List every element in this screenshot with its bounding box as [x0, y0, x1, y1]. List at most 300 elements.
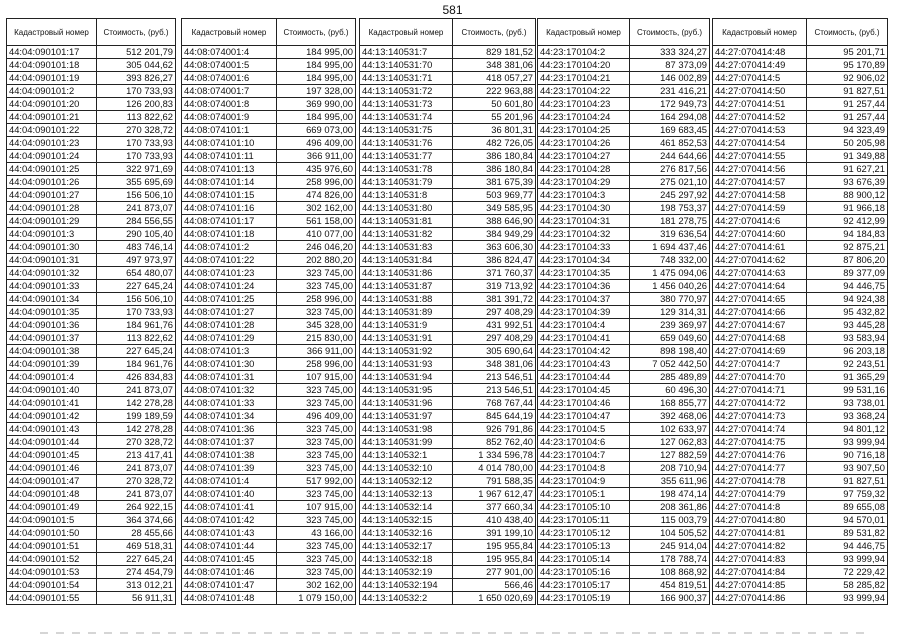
cost-cell: 126 200,83 [97, 98, 176, 111]
table-row [360, 189, 536, 202]
cadastral-number-cell: 44:13:140531:92 [360, 345, 453, 358]
cost-cell: 323 745,00 [277, 436, 356, 449]
cadastral-number-cell: 44:04:090101:43 [7, 423, 97, 436]
cost-cell: 142 278,28 [97, 397, 176, 410]
table-row [7, 579, 176, 592]
table-row [360, 436, 536, 449]
cost-cell: 227 645,24 [97, 345, 176, 358]
cost-cell: 258 996,00 [277, 176, 356, 189]
cost-cell: 503 969,77 [453, 189, 536, 202]
cadastral-number-cell: 44:23:170104:6 [538, 436, 630, 449]
table-row [7, 241, 176, 254]
table-row [182, 72, 356, 85]
cadastral-number-cell: 44:08:074101:38 [182, 449, 277, 462]
table-row [182, 592, 356, 605]
table-row [713, 254, 888, 267]
cost-cell: 91 966,18 [807, 202, 888, 215]
cost-cell: 91 827,51 [807, 475, 888, 488]
cost-cell: 91 257,44 [807, 111, 888, 124]
cost-cell: 566,46 [453, 579, 536, 592]
cost-cell: 93 999,94 [807, 436, 888, 449]
cost-cell: 345 328,00 [277, 319, 356, 332]
cadastral-number-cell: 44:08:074101:23 [182, 267, 277, 280]
cost-cell: 244 644,66 [630, 150, 710, 163]
table-row [713, 527, 888, 540]
table-row [7, 449, 176, 462]
cost-cell: 170 733,93 [97, 137, 176, 150]
cost-cell: 474 826,00 [277, 189, 356, 202]
table-row [182, 293, 356, 306]
cost-cell: 1 079 150,00 [277, 592, 356, 605]
cadastral-number-cell: 44:23:170104:47 [538, 410, 630, 423]
cadastral-number-cell: 44:04:090101:19 [7, 72, 97, 85]
table-row [538, 423, 710, 436]
table-row [182, 527, 356, 540]
cost-cell: 198 753,37 [630, 202, 710, 215]
cost-cell: 246 046,20 [277, 241, 356, 254]
cost-cell: 202 880,20 [277, 254, 356, 267]
cost-cell: 482 726,05 [453, 137, 536, 150]
cadastral-number-cell: 44:13:140531:7 [360, 46, 453, 59]
cadastral-number-cell: 44:04:090101:23 [7, 137, 97, 150]
cost-cell: 410 438,40 [453, 514, 536, 527]
cadastral-number-cell: 44:04:090101:50 [7, 527, 97, 540]
cost-cell: 231 416,21 [630, 85, 710, 98]
cadastral-number-cell: 44:08:074101:14 [182, 176, 277, 189]
cost-cell: 302 162,00 [277, 202, 356, 215]
cadastral-number-cell: 44:27:070414:51 [713, 98, 807, 111]
cost-cell: 87 373,09 [630, 59, 710, 72]
cost-cell: 852 762,40 [453, 436, 536, 449]
cadastral-number-cell: 44:04:090101:45 [7, 449, 97, 462]
cadastral-table-5 [712, 18, 888, 605]
cost-cell: 227 645,24 [97, 553, 176, 566]
cost-cell: 239 369,97 [630, 319, 710, 332]
table-row [713, 319, 888, 332]
cost-cell: 95 170,89 [807, 59, 888, 72]
cadastral-number-cell: 44:04:090101:47 [7, 475, 97, 488]
table-row [182, 566, 356, 579]
cadastral-number-cell: 44:04:090101:25 [7, 163, 97, 176]
cadastral-number-cell: 44:13:140531:8 [360, 189, 453, 202]
cost-cell: 94 924,38 [807, 293, 888, 306]
table-row [713, 423, 888, 436]
table-row [7, 592, 176, 605]
cadastral-number-cell: 44:08:074101:45 [182, 553, 277, 566]
cadastral-number-cell: 44:08:074101:17 [182, 215, 277, 228]
cost-cell: 277 901,00 [453, 566, 536, 579]
cost-cell: 195 955,84 [453, 553, 536, 566]
table-row [360, 371, 536, 384]
table-header-row [713, 19, 888, 46]
table-row [182, 436, 356, 449]
cadastral-number-cell: 44:27:070414:76 [713, 449, 807, 462]
table-row [7, 280, 176, 293]
cost-cell: 768 767,44 [453, 397, 536, 410]
cadastral-number-cell: 44:08:074101:2 [182, 241, 277, 254]
table-row [360, 85, 536, 98]
cadastral-number-cell: 44:08:074101:44 [182, 540, 277, 553]
cost-cell: 184 995,00 [277, 111, 356, 124]
table-row [360, 592, 536, 605]
table-row [7, 267, 176, 280]
cost-cell: 313 012,21 [97, 579, 176, 592]
table-row [538, 267, 710, 280]
cadastral-number-cell: 44:04:090101:41 [7, 397, 97, 410]
table-row [182, 514, 356, 527]
cost-cell: 393 826,27 [97, 72, 176, 85]
cost-cell: 95 201,71 [807, 46, 888, 59]
cadastral-number-cell: 44:23:170104:42 [538, 345, 630, 358]
cadastral-number-cell: 44:08:074001:7 [182, 85, 277, 98]
table-row [713, 449, 888, 462]
cadastral-number-cell: 44:04:090101:4 [7, 371, 97, 384]
cost-cell: 170 733,93 [97, 306, 176, 319]
table-row [182, 371, 356, 384]
table-row [713, 566, 888, 579]
cost-cell: 93 676,39 [807, 176, 888, 189]
cadastral-number-cell: 44:27:070414:6 [713, 215, 807, 228]
cost-cell: 348 381,06 [453, 59, 536, 72]
table-row [7, 397, 176, 410]
cadastral-number-cell: 44:27:070414:84 [713, 566, 807, 579]
cost-cell: 170 733,93 [97, 85, 176, 98]
cadastral-number-cell: 44:04:090101:18 [7, 59, 97, 72]
cost-cell: 454 819,51 [630, 579, 710, 592]
cost-cell: 270 328,72 [97, 436, 176, 449]
cost-cell: 270 328,72 [97, 475, 176, 488]
table-row [360, 124, 536, 137]
cadastral-number-cell: 44:23:170104:29 [538, 176, 630, 189]
table-row [538, 319, 710, 332]
table-row [7, 72, 176, 85]
cost-cell: 384 949,29 [453, 228, 536, 241]
cost-cell: 305 044,62 [97, 59, 176, 72]
cadastral-number-cell: 44:08:074101:43 [182, 527, 277, 540]
table-row [538, 124, 710, 137]
table-row [182, 163, 356, 176]
table-row [538, 254, 710, 267]
table-row [7, 566, 176, 579]
table-row [538, 72, 710, 85]
column-header-cadastral-number: Кадастровый номер [7, 19, 97, 46]
cost-cell: 435 976,60 [277, 163, 356, 176]
table-row [182, 280, 356, 293]
cost-cell: 89 655,08 [807, 501, 888, 514]
cost-cell: 496 409,00 [277, 410, 356, 423]
table-row [182, 501, 356, 514]
cadastral-number-cell: 44:08:074101:16 [182, 202, 277, 215]
table-row [360, 215, 536, 228]
cadastral-number-cell: 44:27:070414:66 [713, 306, 807, 319]
cadastral-number-cell: 44:04:090101:31 [7, 254, 97, 267]
table-row [7, 371, 176, 384]
cadastral-number-cell: 44:27:070414:72 [713, 397, 807, 410]
cost-cell: 258 996,00 [277, 358, 356, 371]
cadastral-number-cell: 44:23:170105:19 [538, 592, 630, 605]
cost-cell: 156 506,10 [97, 189, 176, 202]
cadastral-number-cell: 44:23:170104:30 [538, 202, 630, 215]
cost-cell: 178 788,74 [630, 553, 710, 566]
cadastral-number-cell: 44:27:070414:69 [713, 345, 807, 358]
cost-cell: 333 324,27 [630, 46, 710, 59]
cadastral-number-cell: 44:13:140531:81 [360, 215, 453, 228]
cadastral-number-cell: 44:13:140531:70 [360, 59, 453, 72]
table-row [7, 215, 176, 228]
cadastral-number-cell: 44:04:090101:52 [7, 553, 97, 566]
cadastral-number-cell: 44:27:070414:5 [713, 72, 807, 85]
table-row [538, 358, 710, 371]
cadastral-number-cell: 44:13:140531:87 [360, 280, 453, 293]
cost-cell: 1 334 596,78 [453, 449, 536, 462]
cost-cell: 208 710,94 [630, 462, 710, 475]
cost-cell: 50 205,98 [807, 137, 888, 150]
column-header-cadastral-number: Кадастровый номер [713, 19, 807, 46]
table-row [7, 46, 176, 59]
cost-cell: 364 374,66 [97, 514, 176, 527]
table-row [538, 46, 710, 59]
cost-cell: 363 606,30 [453, 241, 536, 254]
cost-cell: 791 588,35 [453, 475, 536, 488]
cost-cell: 94 323,49 [807, 124, 888, 137]
cost-cell: 213 546,51 [453, 371, 536, 384]
cadastral-number-cell: 44:04:090101:35 [7, 306, 97, 319]
cadastral-number-cell: 44:04:090101:28 [7, 202, 97, 215]
cadastral-number-cell: 44:13:140531:96 [360, 397, 453, 410]
cadastral-number-cell: 44:27:070414:64 [713, 280, 807, 293]
cost-cell: 748 332,00 [630, 254, 710, 267]
table-row [538, 384, 710, 397]
table-row [713, 202, 888, 215]
cadastral-number-cell: 44:08:074101:31 [182, 371, 277, 384]
table-row [7, 462, 176, 475]
table-row [538, 514, 710, 527]
cost-cell: 323 745,00 [277, 267, 356, 280]
table-row [7, 488, 176, 501]
table-row [713, 462, 888, 475]
cadastral-number-cell: 44:23:170105:12 [538, 527, 630, 540]
cadastral-number-cell: 44:13:140531:74 [360, 111, 453, 124]
table-row [182, 553, 356, 566]
cost-cell: 93 738,01 [807, 397, 888, 410]
cost-cell: 391 199,10 [453, 527, 536, 540]
table-row [182, 98, 356, 111]
cost-cell: 829 181,52 [453, 46, 536, 59]
cadastral-number-cell: 44:23:170105:11 [538, 514, 630, 527]
cadastral-number-cell: 44:04:090101:30 [7, 241, 97, 254]
table-row [538, 98, 710, 111]
table-row [7, 423, 176, 436]
column-header-cost: Стоимость, (руб.) [630, 19, 710, 46]
table-row [713, 501, 888, 514]
cadastral-number-cell: 44:27:070414:68 [713, 332, 807, 345]
table-row [538, 592, 710, 605]
cadastral-number-cell: 44:04:090101:42 [7, 410, 97, 423]
cost-cell: 142 278,28 [97, 423, 176, 436]
cost-cell: 91 827,51 [807, 85, 888, 98]
cadastral-number-cell: 44:13:140531:88 [360, 293, 453, 306]
table-row [7, 228, 176, 241]
table-row [360, 566, 536, 579]
cost-cell: 305 690,64 [453, 345, 536, 358]
table-row [182, 358, 356, 371]
table-row [182, 228, 356, 241]
table-row [713, 176, 888, 189]
table-row [182, 423, 356, 436]
cadastral-number-cell: 44:04:090101:37 [7, 332, 97, 345]
cost-cell: 199 189,59 [97, 410, 176, 423]
cost-cell: 113 822,62 [97, 332, 176, 345]
cadastral-number-cell: 44:27:070414:81 [713, 527, 807, 540]
cadastral-number-cell: 44:23:170105:10 [538, 501, 630, 514]
cost-cell: 164 294,08 [630, 111, 710, 124]
cost-cell: 323 745,00 [277, 384, 356, 397]
cadastral-number-cell: 44:13:140532:18 [360, 553, 453, 566]
table-row [182, 462, 356, 475]
cadastral-number-cell: 44:27:070414:8 [713, 501, 807, 514]
cadastral-number-cell: 44:08:074101:40 [182, 488, 277, 501]
table-row [538, 462, 710, 475]
cadastral-number-cell: 44:08:074101:42 [182, 514, 277, 527]
cadastral-table-2 [181, 18, 356, 605]
table-row [713, 85, 888, 98]
table-row [713, 345, 888, 358]
cadastral-number-cell: 44:23:170104:44 [538, 371, 630, 384]
table-row [360, 553, 536, 566]
cost-cell: 381 675,39 [453, 176, 536, 189]
column-header-cadastral-number: Кадастровый номер [182, 19, 277, 46]
scan-artifact-line [40, 632, 870, 634]
cost-cell: 4 014 780,00 [453, 462, 536, 475]
table-row [182, 137, 356, 150]
cost-cell: 264 922,15 [97, 501, 176, 514]
table-row [713, 592, 888, 605]
cadastral-number-cell: 44:23:170105:1 [538, 488, 630, 501]
table-row [7, 358, 176, 371]
cadastral-number-cell: 44:23:170104:5 [538, 423, 630, 436]
cost-cell: 1 967 612,47 [453, 488, 536, 501]
table-row [182, 397, 356, 410]
cadastral-number-cell: 44:08:074001:9 [182, 111, 277, 124]
cost-cell: 1 456 040,26 [630, 280, 710, 293]
cost-cell: 241 873,07 [97, 488, 176, 501]
cost-cell: 36 801,31 [453, 124, 536, 137]
cadastral-number-cell: 44:13:140532:10 [360, 462, 453, 475]
table-row [360, 46, 536, 59]
table-row [538, 215, 710, 228]
cadastral-number-cell: 44:23:170104:2 [538, 46, 630, 59]
cadastral-number-cell: 44:08:074101:36 [182, 423, 277, 436]
cost-cell: 377 660,34 [453, 501, 536, 514]
cadastral-number-cell: 44:13:140531:94 [360, 371, 453, 384]
cadastral-number-cell: 44:23:170104:22 [538, 85, 630, 98]
table-row [713, 111, 888, 124]
cadastral-number-cell: 44:23:170104:3 [538, 189, 630, 202]
cadastral-number-cell: 44:04:090101:51 [7, 540, 97, 553]
table-row [7, 85, 176, 98]
cadastral-number-cell: 44:23:170104:20 [538, 59, 630, 72]
cadastral-number-cell: 44:27:070414:57 [713, 176, 807, 189]
cadastral-number-cell: 44:23:170104:26 [538, 137, 630, 150]
cadastral-number-cell: 44:13:140531:83 [360, 241, 453, 254]
table-row [538, 397, 710, 410]
table-row [182, 488, 356, 501]
cost-cell: 227 645,24 [97, 280, 176, 293]
table-row [182, 267, 356, 280]
cost-cell: 319 713,92 [453, 280, 536, 293]
cost-cell: 241 873,07 [97, 202, 176, 215]
table-row [538, 540, 710, 553]
cost-cell: 94 801,12 [807, 423, 888, 436]
cost-cell: 285 489,89 [630, 371, 710, 384]
table-row [182, 189, 356, 202]
table-row [360, 332, 536, 345]
table-row [360, 514, 536, 527]
cost-cell: 129 314,31 [630, 306, 710, 319]
cost-cell: 323 745,00 [277, 449, 356, 462]
cost-cell: 87 806,20 [807, 254, 888, 267]
cost-cell: 1 694 437,46 [630, 241, 710, 254]
table-row [538, 189, 710, 202]
table-row [7, 254, 176, 267]
cadastral-number-cell: 44:08:074101:11 [182, 150, 277, 163]
table-row [182, 46, 356, 59]
cadastral-number-cell: 44:08:074101:1 [182, 124, 277, 137]
cadastral-number-cell: 44:27:070414:75 [713, 436, 807, 449]
cadastral-number-cell: 44:04:090101:21 [7, 111, 97, 124]
cost-cell: 241 873,07 [97, 462, 176, 475]
table-row [7, 306, 176, 319]
table-row [360, 111, 536, 124]
table-row [538, 553, 710, 566]
cost-cell: 88 900,12 [807, 189, 888, 202]
table-row [182, 306, 356, 319]
table-row [182, 111, 356, 124]
table-row [713, 475, 888, 488]
cadastral-number-cell: 44:08:074101:28 [182, 319, 277, 332]
cadastral-number-cell: 44:13:140532:12 [360, 475, 453, 488]
cadastral-number-cell: 44:08:074001:4 [182, 46, 277, 59]
cost-cell: 323 745,00 [277, 540, 356, 553]
table-row [182, 124, 356, 137]
cost-cell: 349 585,95 [453, 202, 536, 215]
cost-cell: 90 716,18 [807, 449, 888, 462]
table-header-row [360, 19, 536, 46]
cadastral-number-cell: 44:04:090101:32 [7, 267, 97, 280]
table-row [713, 150, 888, 163]
cadastral-number-cell: 44:04:090101:29 [7, 215, 97, 228]
cost-cell: 94 446,75 [807, 540, 888, 553]
cost-cell: 654 480,07 [97, 267, 176, 280]
cost-cell: 431 992,51 [453, 319, 536, 332]
cost-cell: 94 446,75 [807, 280, 888, 293]
cost-cell: 89 531,82 [807, 527, 888, 540]
cost-cell: 388 646,90 [453, 215, 536, 228]
cadastral-number-cell: 44:27:070414:83 [713, 553, 807, 566]
table-row [7, 514, 176, 527]
cadastral-number-cell: 44:08:074101:48 [182, 592, 277, 605]
cost-cell: 127 062,83 [630, 436, 710, 449]
table-row [713, 436, 888, 449]
cadastral-number-cell: 44:13:140532:2 [360, 592, 453, 605]
table-row [182, 449, 356, 462]
cadastral-number-cell: 44:13:140531:77 [360, 150, 453, 163]
table-row [360, 202, 536, 215]
cadastral-number-cell: 44:13:140532:15 [360, 514, 453, 527]
cost-cell: 184 995,00 [277, 59, 356, 72]
cost-cell: 169 683,45 [630, 124, 710, 137]
table-row [360, 176, 536, 189]
